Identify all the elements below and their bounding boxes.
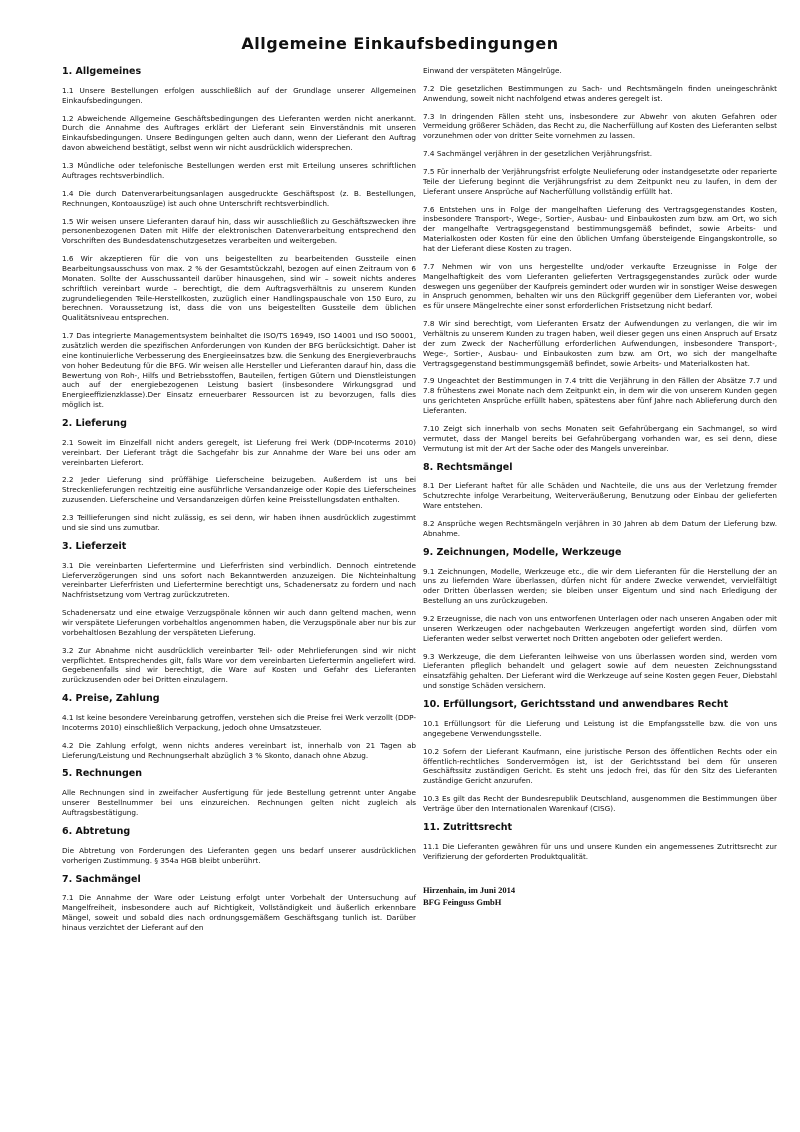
clause-paragraph: 4.1 Ist keine besondere Vereinbarung getroffen, verstehen sich die Preise frei Werk verzollt (DDP-Incoterms 2010) einschließlich Verpackung, jedoch ohne Umsatzsteuer. [62, 713, 416, 732]
section [62, 826, 416, 866]
clause-paragraph: 9.3 Werkzeuge, die dem Lieferanten leihweise von uns überlassen worden sind, werden vom Lieferanten pfleglich behandelt und gelagert sowie auf dem neuesten Zeichnungsstand einsatzfähig gehalten. Der Lieferant wird die Werkzeuge auf seine Kosten gegen Feuer, Diebstahl und sonstige Schäden versichern. [423, 651, 777, 691]
clause-paragraph: 7.9 Ungeachtet der Bestimmungen in 7.4 tritt die Verjährung in den Fällen der Absätze 7.7 und 7.8 frühestens zwei Monate nach dem Zeitpunkt ein, in dem wir die von unserem Kunden gegen uns gerichteten Ansprüche erfüllt haben, spätestens aber fünf Jahre nach Ablieferung durch den Lieferanten. [423, 376, 777, 416]
clause-paragraph: 10.3 Es gilt das Recht der Bundesrepublik Deutschland, ausgenommen die Bestimmungen über Verträge über den Internationalen Warenkauf (CISG). [423, 794, 777, 813]
clause-paragraph: 2.1 Soweit im Einzelfall nicht anders geregelt, ist Lieferung frei Werk (DDP-Incoterms 2010) vereinbart. Der Lieferant trägt die Sachgefahr bis zur Annahme der Ware bei uns oder am vereinbarten Lieferort. [62, 437, 416, 467]
clause-paragraph: 2.3 Teillieferungen sind nicht zulässig, es sei denn, wir haben ihnen ausdrücklich zugestimmt und sie sind uns zumutbar. [62, 513, 416, 532]
clause-paragraph: 7.10 Zeigt sich innerhalb von sechs Monaten seit Gefahrübergang ein Sachmangel, so wird vermutet, dass der Mangel bereits bei Gefahrübergang vorhanden war, es sei denn, diese Vermutung ist mit der Art der Sache oder des Mangels unvereinbar. [423, 423, 777, 453]
clause-paragraph: 1.4 Die durch Datenverarbeitungsanlagen ausgedruckte Geschäftspost (z. B. Bestellungen, Rechnungen, Kontoauszüge) ist auch ohne Unterschrift rechtsverbindlich. [62, 188, 416, 208]
clause-paragraph: 1.5 Wir weisen unsere Lieferanten darauf hin, dass wir ausschließlich zu Geschäftszwecken ihre personenbezogenen Daten mit Hilfe der elektronischen Datenverarbeitung entsprechend den Vorschriften des Bundesdatenschutzgesetzes verarbeiten und weitergeben. [62, 216, 416, 246]
clause-paragraph: 7.4 Sachmängel verjähren in der gesetzlichen Verjährungsfrist. [423, 149, 652, 159]
clause-paragraph: 10.2 Sofern der Lieferant Kaufmann, eine juristische Person des öffentlichen Rechts oder ein öffentlich-rechtliches Sondervermögen ist, ist der Gerichtsstand bei dem für unseren Geschäftssitz zuständigen Gericht. Es steht uns jedoch frei, das für den Sitz des Lieferanten zuständige Gericht anzurufen. [423, 746, 777, 786]
clause-paragraph: 1.1 Unsere Bestellungen erfolgen ausschließlich auf der Grundlage unserer Allgemeinen Einkaufsbedingungen. [62, 85, 416, 105]
section [62, 418, 416, 533]
clause-paragraph: 11.1 Die Lieferanten gewähren für uns und unsere Kunden ein angemessenes Zutrittsrecht zur Verifizierung der geforderten Produktqualität. [423, 841, 777, 861]
clause-paragraph: 7.7 Nehmen wir von uns hergestellte und/oder verkaufte Erzeugnisse in Folge der Mangelhaftigkeit des vom Lieferanten gelieferten Vertragsgegenstandes zurück oder wurde deswegen uns gegenüber der Kaufpreis gemindert oder wurden wir in sonstiger Weise deswegen in Anspruch genommen, behalten wir uns den Rückgriff gegenüber dem Lieferanten vor, wobei es für unsere Mängelrechte einer sonst erforderlichen Fristsetzung nicht bedarf. [423, 261, 777, 311]
clause-paragraph: 4.2 Die Zahlung erfolgt, wenn nichts anderes vereinbart ist, innerhalb von 21 Tagen ab Lieferung/Leistung und Rechnungserhalt abzüglich 3 % Skonto, danach ohne Abzug. [62, 740, 416, 760]
clause-paragraph: Die Abtretung von Forderungen des Lieferanten gegen uns bedarf unserer ausdrücklichen vorherigen Zustimmung. § 354a HGB bleibt unberührt. [62, 845, 416, 865]
section [423, 462, 777, 539]
section-heading: 1. Allgemeines [62, 66, 142, 77]
clause-paragraph: 3.2 Zur Abnahme nicht ausdrücklich vereinbarter Teil- oder Mehrlieferungen sind wir nicht verpflichtet. Entsprechendes gilt, falls Ware vor dem vereinbarten Liefertermin angeliefert wird. Gegebenenfalls sind wir berechtigt, die Ware auf Kosten und Gefahr des Lieferanten zurückzusenden oder bei Dritten einzulagern. [62, 645, 416, 685]
section [62, 541, 416, 685]
section-heading: 8. Rechtsmängel [423, 461, 513, 473]
section [62, 874, 416, 933]
clause-paragraph: 7.6 Entstehen uns in Folge der mangelhaften Lieferung des Vertragsgegenstandes Kosten, insbesondere Transport-, Wege-, Sortier-, Ausbau- und Einbaukosten zum bzw. am Ort, wo sich der mangelhafte Vertragsgegenstand bestimmungsgemäß befindet, sowie Arbeits- und Materialkosten oder Kosten für eine den üblichen Umfang übersteigende Eingangskontrolle, so hat der Lieferant diese Kosten zu tragen. [423, 204, 777, 254]
clause-paragraph: 7.1 Die Annahme der Ware oder Leistung erfolgt unter Vorbehalt der Untersuchung auf Mangelfreiheit, insbesondere auch auf Richtigkeit, Vollständigkeit und äußerlich erkennbare Mängel, soweit und sobald dies nach ordnungsgemäßem Geschäftsgang tunlich ist. Darüber hinaus verzichtet der Lieferant auf den [62, 893, 416, 933]
signature-place-date: Hirzenhain, im Juni 2014 [423, 885, 516, 896]
section [423, 547, 777, 691]
clause-paragraph: 8.2 Ansprüche wegen Rechtsmängeln verjähren in 30 Jahren ab dem Datum der Lieferung bzw. Abnahme. [423, 518, 777, 538]
clause-paragraph: 3.1 Die vereinbarten Liefertermine und Lieferfristen sind verbindlich. Dennoch eintretende Lieferverzögerungen sind uns sofort nach Bekanntwerden anzuzeigen. Die Nichteinhaltung vereinbarter Lieferfristen und Liefertermine berechtigt uns, Schadenersatz zu fordern und nach Nachfristsetzung vom Vertrag zurückzutreten. [62, 560, 416, 600]
section [423, 822, 777, 862]
clause-paragraph: 1.2 Abweichende Allgemeine Geschäftsbedingungen des Lieferanten werden nicht anerkannt. Durch die Annahme des Auftrages erklärt der Lieferant sein Einverständnis mit unseren Einkaufsbedingungen. Unsere Bedingungen gelten auch dann, wenn der Lieferant den Auftrag davon abweichend bestätigt, selbst wenn wir nicht ausdrücklich widersprechen. [62, 113, 416, 153]
clause-paragraph: 1.3 Mündliche oder telefonische Bestellungen werden erst mit Erteilung unseres schriftlichen Auftrages rechtsverbindlich. [62, 161, 416, 180]
signature-company: BFG Feinguss GmbH [423, 896, 502, 907]
section-heading: 7. Sachmängel [62, 873, 141, 885]
section-heading: 9. Zeichnungen, Modelle, Werkzeuge [423, 546, 622, 558]
clause-paragraph: 7.8 Wir sind berechtigt, vom Lieferanten Ersatz der Aufwendungen zu verlangen, die wir im Verhältnis zu unserem Kunden zu tragen haben, weil dieser gegen uns einen Anspruch auf Ersatz der zum Zweck der Nacherfüllung erforderlichen Aufwendungen, insbesondere Transport-, Wege-, Sortier-, Ausbau- und Einbaukosten zum bzw. am Ort, wo sich der mangelhafte Vertragsgegenstand bestimmungsgemäß befindet, sowie Arbeits- und Materialkosten hat. [423, 319, 777, 368]
page-title: Allgemeine Einkaufsbedingungen [241, 34, 559, 53]
section-heading: 6. Abtretung [62, 825, 131, 837]
clause-paragraph: 1.6 Wir akzeptieren für die von uns beigestellten zu bearbeitenden Gussteile einen Bearbeitungsausschuss von max. 2 % der Gesamtstückzahl, bezogen auf einen Zeitraum von 6 Monaten. Sollte der Ausschussanteil darüber hinausgehen, sind wir – soweit nichts anderes schriftlich vereinbart wurde – berechtigt, die dem Auftragsverhältnis zu unserem Kunden zugrundeliegenden Teile-Herstellkosten, zuzüglich einer Handlingspauschale von 150 Euro, zu berechnen. Voraussetzung ist, dass die von uns beigestellten Gussteile dem üblichen Qualitätsniveau entsprechen. [62, 254, 416, 323]
section [62, 693, 416, 760]
section-heading: 4. Preise, Zahlung [62, 693, 160, 705]
section-heading: 10. Erfüllungsort, Gerichtsstand und anwendbares Recht [423, 699, 729, 711]
clause-paragraph: 9.1 Zeichnungen, Modelle, Werkzeuge etc., die wir dem Lieferanten für die Herstellung der an uns zu liefernden Ware überlassen, dürfen nicht für andere Zwecke verwendet, vervielfältigt oder Dritten überlassen werden; sie bleiben unser Eigentum und sind nach Erledigung der Bestellung an uns zurückzugeben. [423, 566, 777, 606]
clause-paragraph: 10.1 Erfüllungsort für die Lieferung und Leistung ist die Empfangsstelle bzw. die von uns angegebene Verwendungsstelle. [423, 718, 777, 738]
section [423, 66, 777, 454]
section [62, 768, 416, 817]
clause-paragraph: Schadenersatz und eine etwaige Verzugspönale können wir auch dann geltend machen, wenn wir verspätete Lieferungen vorbehaltlos angenommen haben, die Verzugspönale aber nur bis zur vorbehaltlosen Bezahlung der verspäteten Lieferung. [62, 608, 416, 637]
clause-paragraph: 1.7 Das integrierte Managementsystem beinhaltet die ISO/TS 16949, ISO 14001 und ISO 50001, zusätzlich werden die spezifischen Anforderungen von Kunden der BFG berücksichtigt. Daher ist eine kontinuierliche Verbesserung des Energieeinsatzes bzw. die Senkung des Energieverbrauchs von hoher Bedeutung für die BFG. Wir weisen alle Hersteller und Lieferanten darauf hin, dass die Bewertung von Roh-, Hilfs und Betriebsstoffen, Bauteilen, fertigen Gütern und Dienstleistungen auch auf der energiebezogenen Leistung basiert (insbesondere Wirkungsgrad und Energieeffizienzklasse).Der Einsatz erneuerbarer Ressourcen ist zu bevorzugen, falls dies möglich ist. [62, 331, 416, 410]
left-column [62, 66, 416, 941]
right-column [423, 66, 777, 908]
section-heading: 5. Rechnungen [62, 768, 142, 780]
section [62, 66, 416, 410]
clause-paragraph: 8.1 Der Lieferant haftet für alle Schäden und Nachteile, die uns aus der Verletzung fremder Schutzrechte infolge Verarbeitung, Weiterveräußerung, Benutzung oder Einbau der gelieferten Ware entstehen. [423, 481, 777, 511]
section-heading: 3. Lieferzeit [62, 540, 127, 552]
clause-paragraph: 7.3 In dringenden Fällen steht uns, insbesondere zur Abwehr von akuten Gefahren oder Vermeidung größerer Schäden, das Recht zu, die Nacherfüllung auf Kosten des Lieferanten selbst vorzunehmen oder von dritter Seite vornehmen zu lassen. [423, 111, 777, 141]
clause-paragraph: Einwand der verspäteten Mängelrüge. [423, 66, 562, 75]
section-heading: 2. Lieferung [62, 417, 127, 429]
clause-paragraph: 7.2 Die gesetzlichen Bestimmungen zu Sach- und Rechtsmängeln finden uneingeschränkt Anwendung, soweit nicht nachfolgend etwas anderes geregelt ist. [423, 83, 777, 103]
clause-paragraph: 7.5 Für innerhalb der Verjährungsfrist erfolgte Neulieferung oder instandgesetzte oder reparierte Teile der Lieferung beginnt die Verjährungsfrist zu dem Zeitpunkt neu zu laufen, in dem der Lieferant unsere Ansprüche auf Nacherfüllung vollständig erfüllt hat. [423, 167, 777, 196]
clause-paragraph: 2.2 Jeder Lieferung sind prüffähige Lieferscheine beizugeben. Außerdem ist uns bei Streckenlieferungen rechtzeitig eine ausführliche Versandanzeige oder Kopie des Lieferscheines zuzusenden. Lieferscheine und Versandanzeigen dürfen keine Preisstellungsdaten enthalten. [62, 475, 416, 505]
clause-paragraph: 9.2 Erzeugnisse, die nach von uns entworfenen Unterlagen oder nach unseren Angaben oder mit unseren Werkzeugen oder nachgebauten Werkzeugen angefertigt worden sind, dürfen vom Lieferanten weder selbst verwertet noch Dritten angeboten oder geliefert werden. [423, 614, 777, 643]
section [423, 699, 777, 814]
clause-paragraph: Alle Rechnungen sind in zweifacher Ausfertigung für jede Bestellung getrennt unter Angabe unserer Bestellnummer bei uns einzureichen. Rechnungen gelten nicht zugleich als Auftragsbestätigung. [62, 788, 416, 818]
section-heading: 11. Zutrittsrecht [423, 821, 513, 833]
signature-block [423, 885, 777, 907]
